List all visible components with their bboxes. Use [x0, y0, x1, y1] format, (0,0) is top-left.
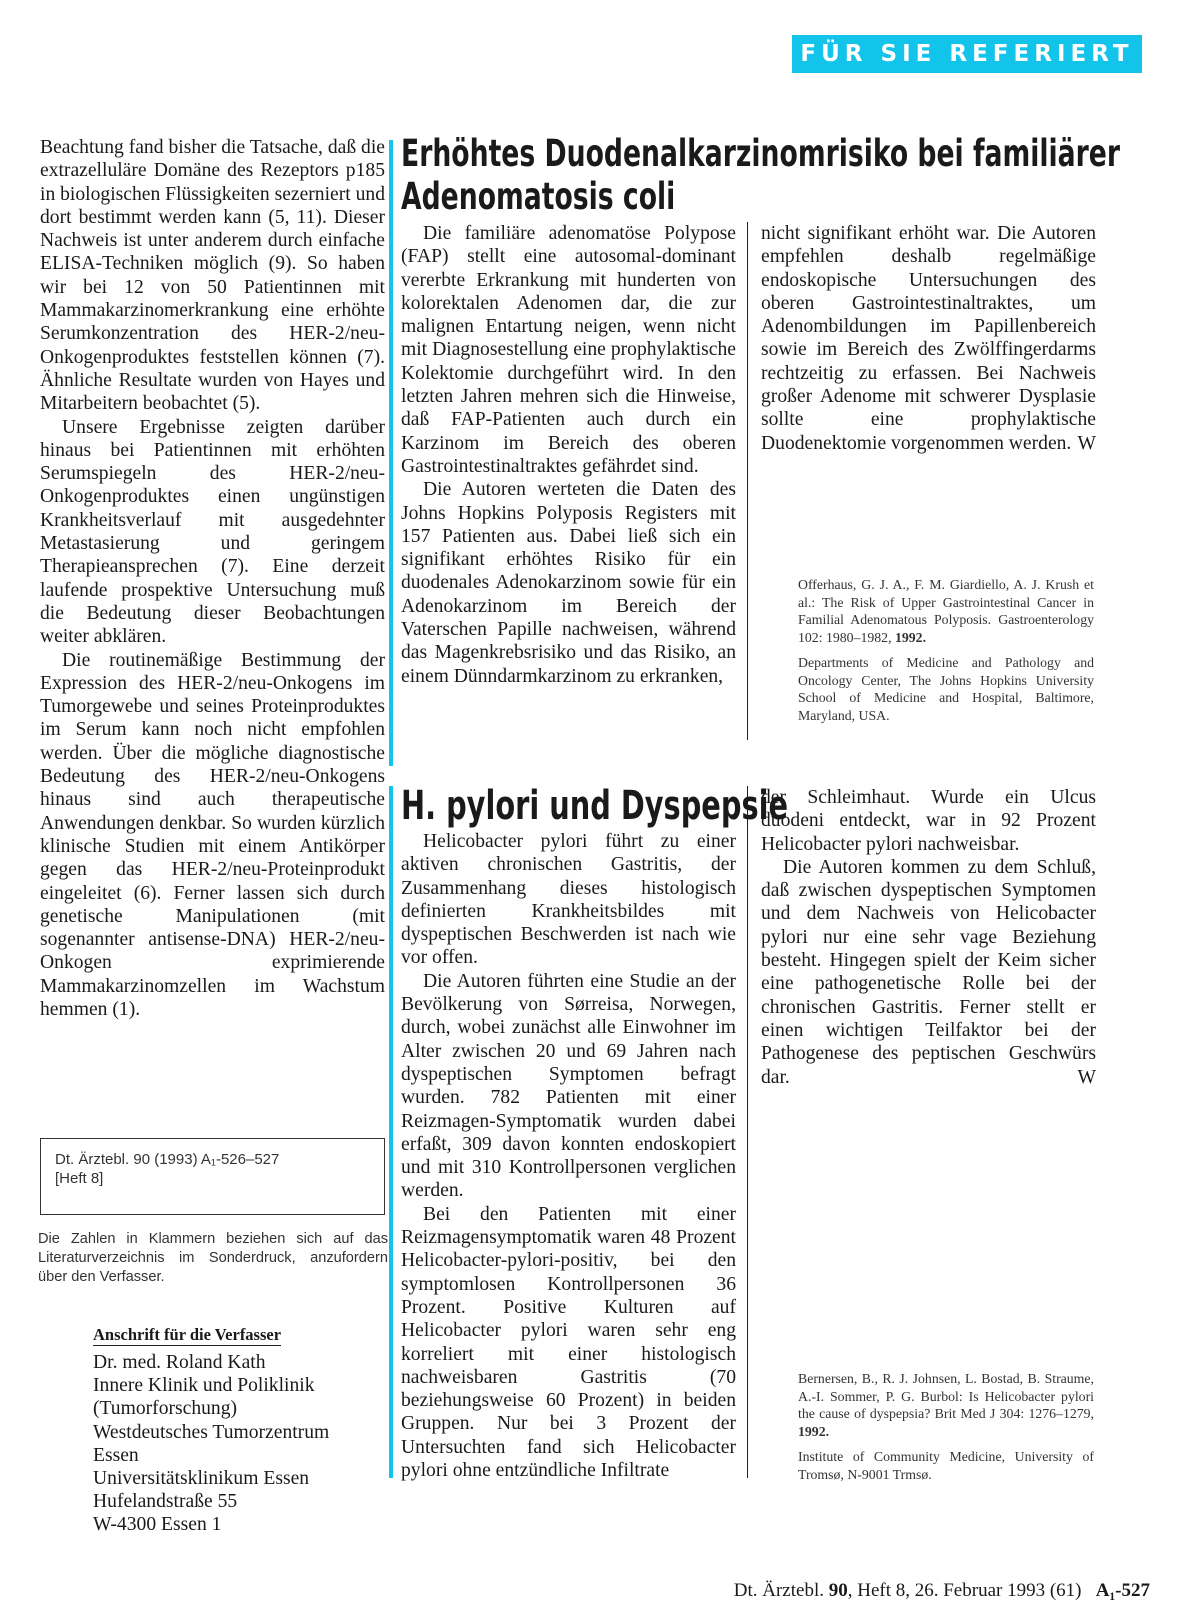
footer-journal: Dt. Ärztebl.	[733, 1580, 824, 1601]
address-line: W-4300 Essen 1	[93, 1514, 222, 1536]
left-paragraph-1: Beachtung fand bisher die Tatsache, daß die extrazelluläre Domäne des Rezeptors p185 in biologischen Flüssigkeiten sezerniert und dort bestimmt werden kann (5, 11). Dieser Nachweis ist unter anderem durch einfache ELISA-Techniken möglich (9). So haben wir bei 12 von 50 Patientinnen mit Mammakarzinomerkrankung eine erhöhte Serumkonzentration des HER-2/neu-Onkogenproduktes feststellen können (7). Ähnliche Resultate wurden von Hayes und Mitarbeitern beobachtet (5).	[40, 137, 386, 415]
address-line: Innere Klinik und Poliklinik	[93, 1375, 315, 1397]
left-paragraph-2: Unsere Ergebnisse zeigten darüber hinaus bei Patientinnen mit erhöhten Serumspiegeln des HER-2/neu-Onkogenproduktes einen ungünstigen Krankheitsverlauf mit ausgedehnter Metastasierung und geringem Therapieansprechen (7). Eine derzeit laufende prospektive Untersuchung muß die Bedeutung dieser Beobachtungen weiter abklären.	[40, 416, 385, 648]
article-1-title-line-2: Adenomatosis coli	[401, 175, 676, 218]
citation-line-1: Dt. Ärztebl. 90 (1993) A₁-526–527	[55, 1151, 280, 1168]
citation-box	[40, 1138, 385, 1215]
article-1-signature: W	[1077, 432, 1096, 454]
address-line: Westdeutsches Tumorzentrum	[93, 1421, 330, 1443]
page-footer	[630, 1580, 1150, 1602]
article-1-column-b	[761, 222, 1096, 455]
footer-issue: , Heft 8, 26. Februar 1993 (61)	[847, 1580, 1082, 1601]
footer-page-number: A₁-527	[1095, 1580, 1150, 1601]
article-2-paragraph-3: Bei den Patienten mit einer Reizmagensymptomatik waren 48 Prozent Helicobacter-pylori-positiv, bei den symptomlosen Kontrollpersonen 36 Prozent. Positive Kulturen auf Helicobacter pylori waren sehr eng korreliert mit einer histologisch nachweisbaren Gastritis (70 beziehungsweise 60 Prozent) in beiden Gruppen. Nur bei 3 Prozent der Untersuchten fand sich Helicobacter pylori ohne entzündliche Infiltrate	[401, 1203, 736, 1482]
article-2-paragraph-5: Die Autoren kommen zu dem Schluß, daß zwischen dyspeptischen Symptomen und dem Nachweis von Helicobacter pylori nur eine sehr vage Beziehung besteht. Hingegen spielt der Keim sicher eine pathogenetische Rolle bei der chronischen Gastritis. Ferner stellt er einen wichtigen Teilfaktor bei der Pathogenese des peptischen Geschwürs dar. W	[761, 856, 1096, 1088]
column-divider	[747, 786, 748, 1478]
article-2-paragraph-2: Die Autoren führten eine Studie an der Bevölkerung von Sørreisa, Norwegen, durch, wobei zunächst alle Einwohner im Alter zwischen 20 und 69 Jahren nach dyspeptischen Symptomen befragt wurden. 782 Patienten mit einer Reizmagen-Symptomatik wurden dabei erfaßt, 309 davon konnten endoskopiert und mit 310 Kontrollpersonen verglichen werden.	[401, 970, 736, 1202]
article-1-reference	[798, 576, 1094, 724]
accent-rule-article-1	[389, 140, 393, 766]
article-2-reference-citation: Bernersen, B., R. J. Johnsen, L. Bostad, B. Straume, A.-I. Sommer, P. G. Burbol: Is Helicobacter pylori the cause of dyspepsia? Brit Med J 304: 1276–1279, 1992.	[798, 1371, 1094, 1439]
article-2-paragraph-4: der Schleimhaut. Wurde ein Ulcus duodeni entdeckt, war in 92 Prozent Helicobacter pylori nachweisbar.	[761, 787, 1096, 855]
accent-rule-article-2	[389, 786, 393, 1478]
footer-volume: 90	[828, 1580, 848, 1601]
section-banner: FÜR SIE REFERIERT	[792, 35, 1142, 73]
article-1-paragraph-3: nicht signifikant erhöht war. Die Autoren empfehlen deshalb regelmäßige endoskopische Untersuchungen des oberen Gastrointestinaltraktes, um Adenombildungen im Papillenbereich sowie im Bereich des Zwölffingerdarms rechtzeitig zu erfassen. Bei Nachweis großer Adenome mit schwerer Dysplasie sollte eine prophylaktische Duodenektomie vorgenommen werden. W	[761, 223, 1096, 454]
left-paragraph-3: Die routinemäßige Bestimmung der Expression des HER-2/neu-Onkogens im Tumorgewebe und seines Proteinproduktes im Serum kann noch nicht empfohlen werden. Über die mögliche diagnostische Bedeutung des HER-2/neu-Onkogens hinaus sind auch therapeutische Anwendungen denkbar. So wurden kürzlich klinische Studien mit einem Antikörper gegen das HER-2/neu-Proteinprodukt eingeleitet (6). Ferner lassen sich durch genetische Manipulationen (mit sogenannter antisense-DNA) HER-2/neu-Onkogen exprimierende Mammakarzinomzellen im Wachstum hemmen (1).	[40, 649, 385, 1020]
author-address	[93, 1325, 393, 1537]
left-column	[40, 136, 385, 1021]
citation-line-2: [Heft 8]	[55, 1170, 104, 1187]
article-1-title	[401, 132, 1178, 218]
article-1-paragraph-1: Die familiäre adenomatöse Polypose (FAP) stellt eine autosomal-dominant vererbte Erkrankung mit hunderten von kolorektalen Adenomen dar, die zur malignen Entartung neigen, wenn nicht mit Diagnosestellung eine prophylaktische Kolektomie durchgeführt wird. In den letzten Jahren mehren sich die Hinweise, daß FAP-Patienten auch durch ein Karzinom im Bereich des oberen Gastrointestinaltraktes gefährdet sind.	[401, 223, 736, 477]
article-2-paragraph-1: Helicobacter pylori führt zu einer aktiven chronischen Gastritis, der Zusammenhang dieses histologisch definierten Krankheitsbildes mit dyspeptischen Beschwerden ist nach wie vor offen.	[401, 831, 736, 969]
article-1-reference-citation: Offerhaus, G. J. A., F. M. Giardiello, A. J. Krush et al.: The Risk of Upper Gastrointestinal Cancer in Familial Adenomatous Polyposis. Gastroenterology 102: 1980–1982, 1992.	[798, 577, 1094, 645]
article-2-column-b	[761, 786, 1096, 1089]
article-2-reference-affiliation: Institute of Community Medicine, University of Tromsø, N-9001 Trmsø.	[798, 1449, 1094, 1482]
address-heading: Anschrift für die Verfasser	[93, 1325, 282, 1344]
article-2-column-a	[401, 830, 736, 1482]
article-1-reference-affiliation: Departments of Medicine and Pathology and Oncology Center, The Johns Hopkins University School of Medicine and Hospital, Baltimore, Maryland, USA.	[798, 655, 1094, 723]
address-line: Hufelandstraße 55	[93, 1491, 238, 1513]
address-line: Universitätsklinikum Essen	[93, 1468, 310, 1490]
column-divider	[747, 222, 748, 740]
article-2-title-text: H. pylori und Dyspepsie	[401, 783, 788, 829]
article-2-reference	[798, 1370, 1094, 1483]
address-line: (Tumorforschung)	[93, 1398, 238, 1420]
address-line: Dr. med. Roland Kath	[93, 1352, 266, 1373]
article-1-column-a	[401, 222, 736, 688]
article-1-title-line-1: Erhöhtes Duodenalkarzinomrisiko bei familiärer	[401, 132, 1121, 175]
reference-footnote: Die Zahlen in Klammern beziehen sich auf das Literaturverzeichnis im Sonderdruck, anzufordern über den Verfasser.	[38, 1231, 388, 1285]
article-1-paragraph-2: Die Autoren werteten die Daten des Johns Hopkins Polyposis Registers mit 157 Patienten aus. Dabei ließ sich ein signifikant erhöhtes Risiko für ein duodenales Adenokarzinom sowie für ein Adenokarzinom im Bereich der Vaterschen Papille nachweisen, während das Magenkrebsrisiko und das Risiko, an einem Dünndarmkarzinom zu erkranken,	[401, 479, 736, 687]
address-line: Essen	[93, 1444, 139, 1466]
article-2-signature: W	[1077, 1066, 1096, 1088]
